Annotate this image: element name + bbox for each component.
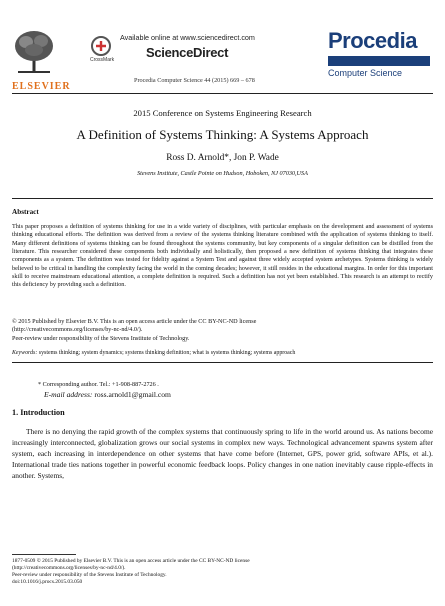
procedia-logo bbox=[328, 30, 430, 86]
paper-title: A Definition of Systems Thinking: A Systems Approach bbox=[76, 127, 369, 142]
crossmark-label: CrossMark bbox=[90, 57, 115, 63]
keywords bbox=[12, 350, 433, 356]
conference-name: 2015 Conference on Systems Engineering Research bbox=[133, 108, 312, 118]
copyright-block bbox=[12, 318, 433, 343]
keywords-label: Keywords: bbox=[12, 350, 38, 356]
procedia-subtitle: Computer Science bbox=[328, 68, 403, 78]
footer-license-link[interactable]: (http://creativecommons.org/licenses/by-nc-nd/4.0/). bbox=[12, 565, 126, 571]
intro-paragraph: There is no denying the rapid growth of the complex systems that continuously spring to life in the world around us. As nations become increasingly interconnected, globalization grows our social systems in complex new ways. Technological advancement spawns system after system, each increasing in interdependence on other systems that have come before (Internet, GPS, power grid, software APIs, et al.). International trade ties nations together in powerful economic feedback loops. Policy changes in one nation inevitably cause ripple-effects in another. Systems, bbox=[12, 427, 433, 480]
procedia-bar bbox=[328, 56, 430, 66]
email-line bbox=[44, 390, 171, 399]
elsevier-logo bbox=[12, 28, 71, 92]
abstract-top-rule bbox=[12, 198, 433, 199]
procedia-title: Procedia bbox=[328, 28, 417, 53]
crossmark-badge[interactable] bbox=[90, 36, 115, 68]
abstract-bottom-rule bbox=[12, 362, 433, 363]
section-heading: 1. Introduction bbox=[12, 408, 65, 417]
paper-affiliation: Stevens Institute, Castle Pointe on Hudson, Hoboken, NJ 07030,USA bbox=[137, 170, 308, 177]
footer-doi[interactable]: doi:10.1016/j.procs.2015.03.050 bbox=[12, 579, 83, 585]
footer-issn-line: 1877-0509 © 2015 Published by Elsevier B.V. This is an open access article under the CC BY-NC-ND license bbox=[12, 558, 250, 564]
corresponding-author: * Corresponding author. Tel.: +1-908-887-2726 . bbox=[38, 381, 159, 388]
footer-block bbox=[12, 558, 433, 586]
journal-reference: Procedia Computer Science 44 (2015) 669 – 678 bbox=[134, 77, 255, 84]
abstract-text: This paper proposes a definition of systems thinking for use in a wide variety of disciplines, with particular emphasis on the development and assessment of systems thinking educational efforts. The definition was derived from a review of the systems thinking literature combined with the application of systems thinking to itself. Many different definitions of systems thinking can be found throughout the systems community, but key components of a singular definition can be distilled from the literature. This researcher considered these components both individually and holistically, then proposed a new definition of systems thinking that integrates these components as a system. The definition was tested for fidelity against a System Test and against three widely accepted system archetypes. Systems thinking is widely believed to be critical in handling the complexity facing the world in the coming decades; however, it still resides in the educational margins. In order for this important skill to receive mainstream educational attention, a complete definition is required. Such a definition has not yet been established. This research is an attempt to rectify this deficiency by providing such a definition. bbox=[12, 223, 433, 289]
publisher-name: ELSEVIER bbox=[12, 81, 71, 92]
paper-authors: Ross D. Arnold*, Jon P. Wade bbox=[166, 153, 279, 163]
peer-review-line: Peer-review under responsibility of the Stevens Institute of Technology. bbox=[12, 334, 190, 342]
available-online[interactable]: Available online at www.sciencedirect.com bbox=[120, 33, 255, 42]
email-label: E-mail address: bbox=[44, 390, 93, 399]
crossmark-icon bbox=[91, 36, 111, 56]
abstract-heading: Abstract bbox=[12, 208, 39, 216]
footer-peer-review: Peer-review under responsibility of the Stevens Institute of Technology. bbox=[12, 572, 167, 578]
header-rule bbox=[12, 93, 433, 94]
elsevier-tree-icon bbox=[12, 28, 56, 74]
footer-rule bbox=[12, 554, 76, 555]
copyright-line: © 2015 Published by Elsevier B.V. This is an open access article under the CC BY-NC-ND license bbox=[12, 318, 257, 325]
keywords-text: systems thinking; system dynamics; systems thinking definition; what is systems thinking; systems approach bbox=[37, 350, 296, 356]
email-address[interactable]: ross.arnold1@gmail.com bbox=[92, 390, 171, 399]
license-link[interactable]: (http://creativecommons.org/licenses/by-nc-nd/4.0/). bbox=[12, 326, 143, 334]
sciencedirect-wordmark: ScienceDirect bbox=[146, 45, 229, 60]
